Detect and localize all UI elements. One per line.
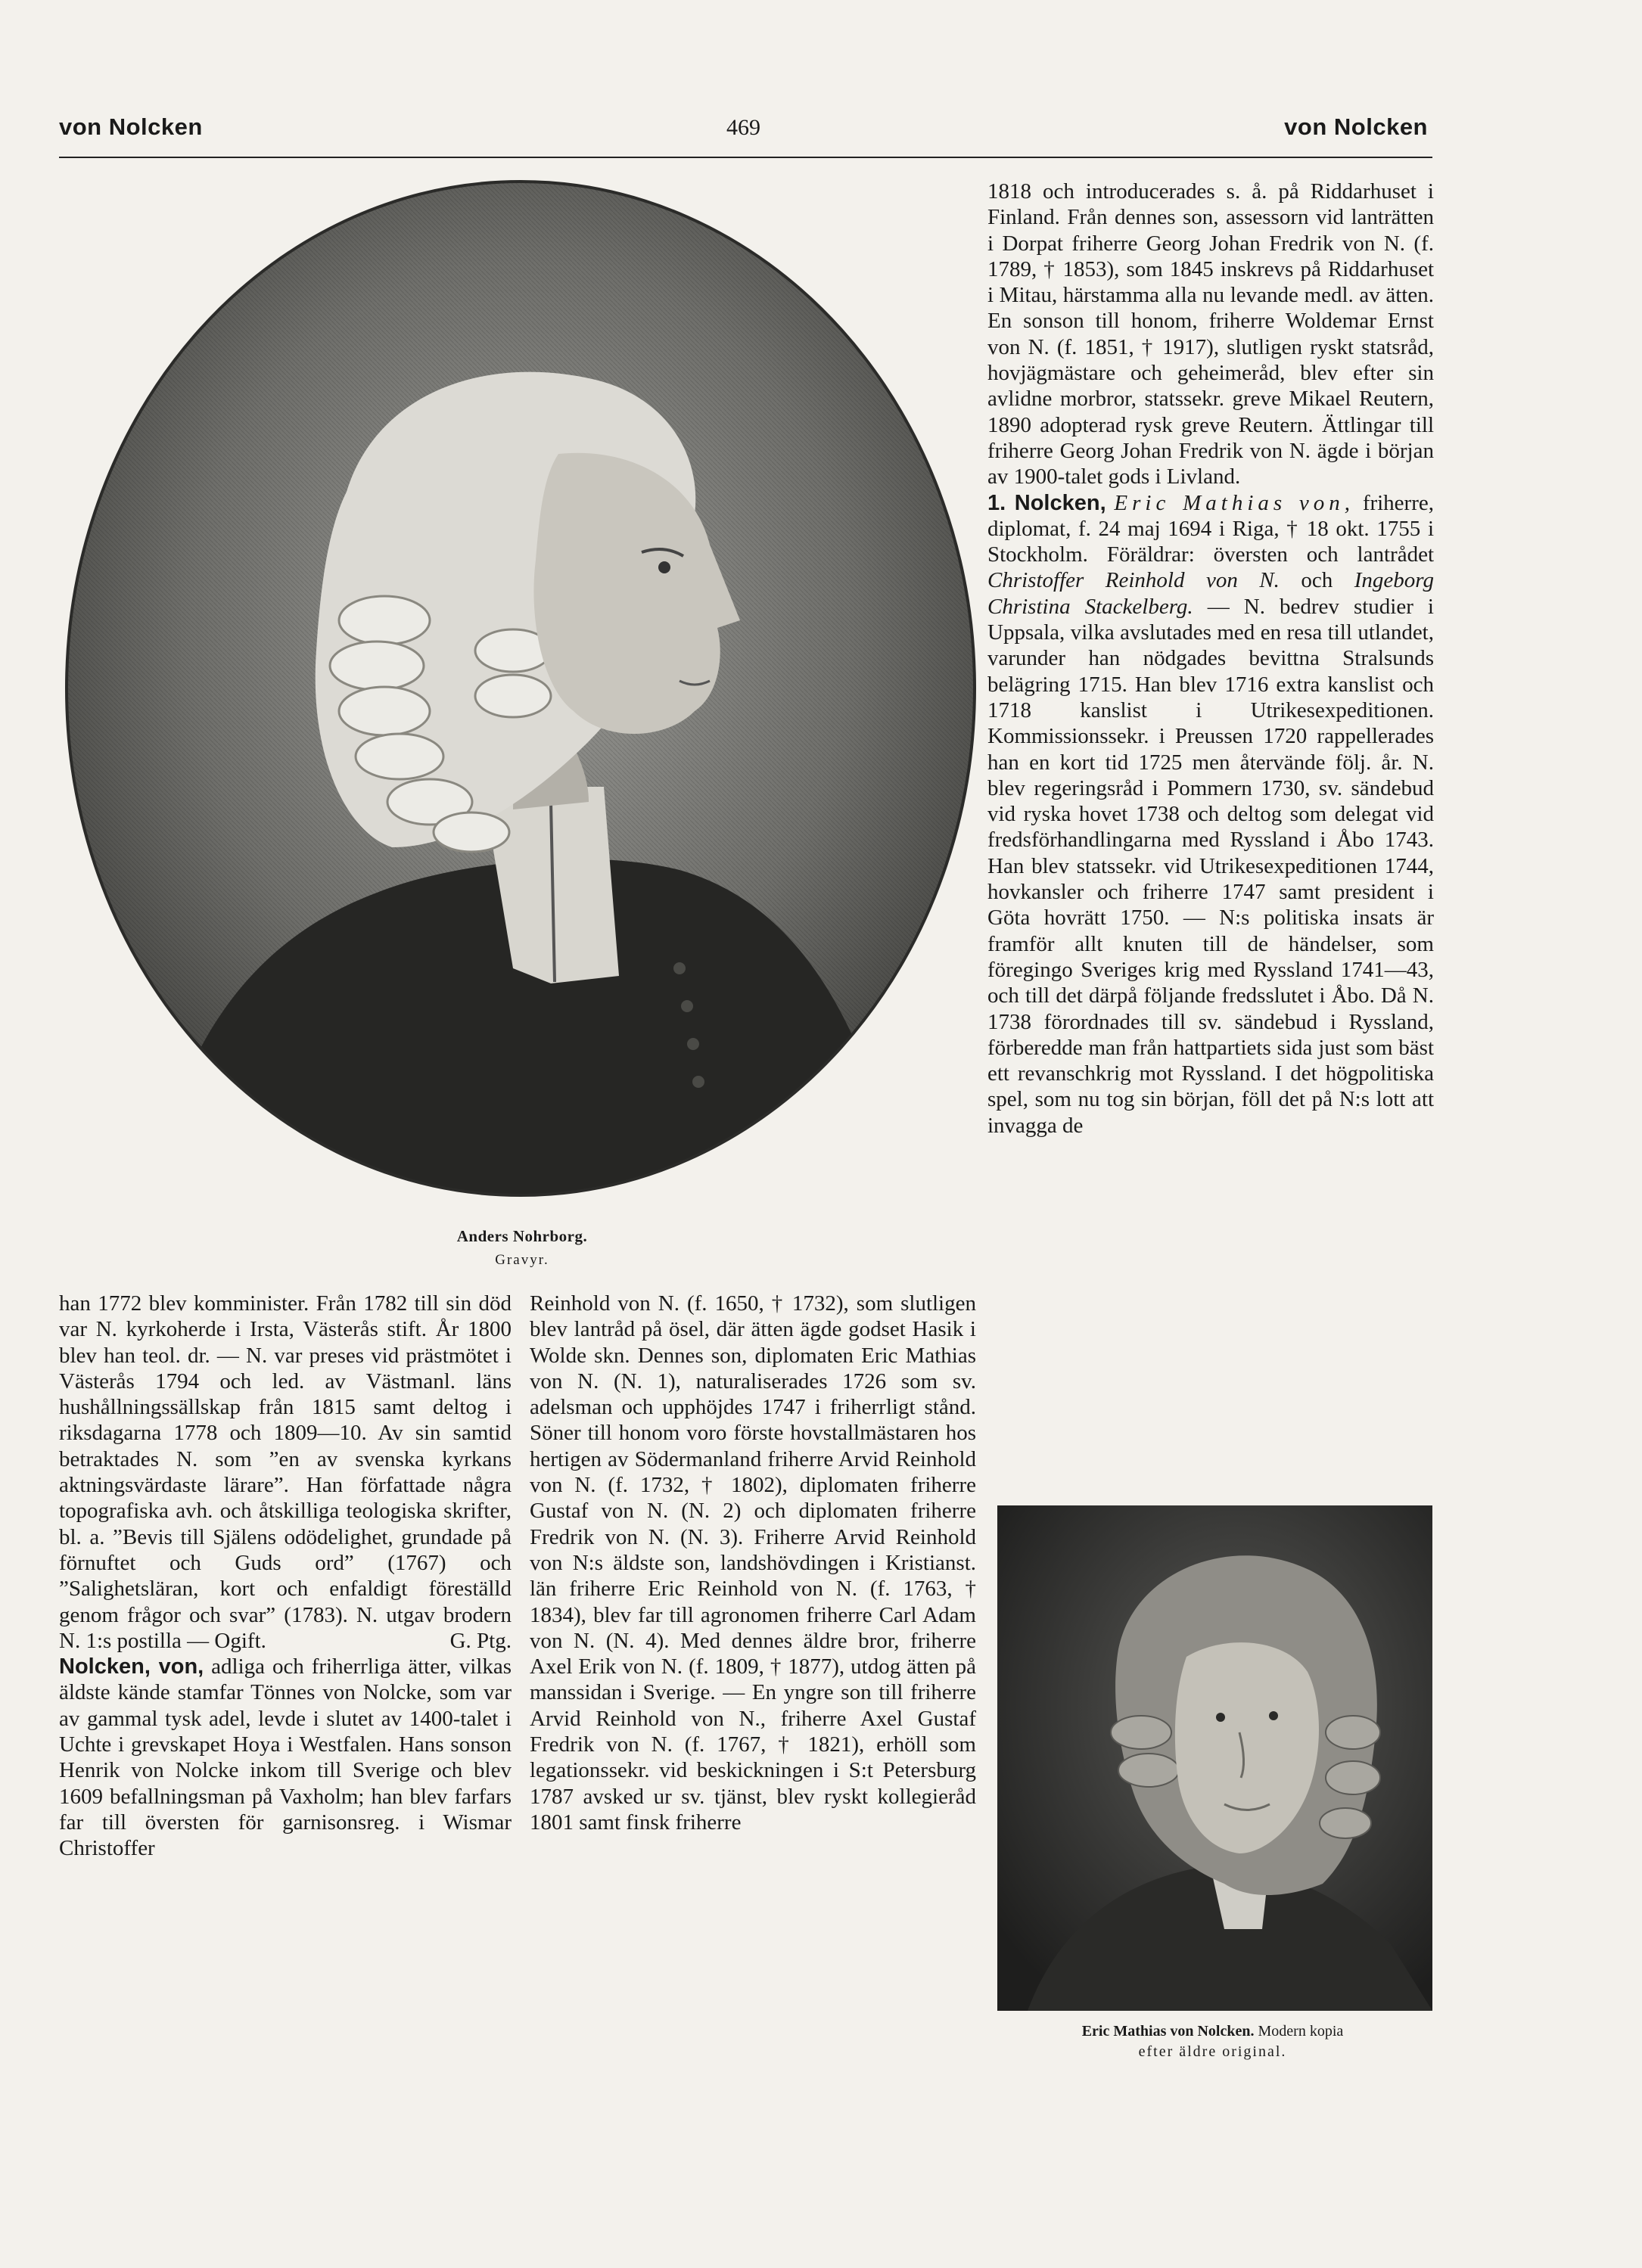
running-head-right: von Nolcken	[1284, 113, 1428, 140]
figure2-caption-name: Eric Mathias von Nolcken.	[1081, 2023, 1255, 2040]
page-number: 469	[726, 115, 760, 140]
header-rule	[59, 157, 1432, 158]
figure2-caption	[987, 2021, 1438, 2062]
entry-heading-nolcken: Nolcken, von,	[59, 1654, 204, 1679]
col1-paragraph-1	[59, 1291, 512, 1654]
col1-paragraph-2	[59, 1654, 512, 1861]
col2-paragraph-1: Reinhold von N. (f. 1650, † 1732), som slutligen blev lantråd på ösel, där ätten ägde godset Hasik i Wolde skn. Dennes son, diplomaten Eric Mathias von N. (N. 1), naturaliserades 1726 som sv. adelsman och upphöjdes 1747 i friherrligt stånd. Söner till honom voro förste hovstallmästaren hos hertigen av Södermanland friherre Arvid Reinhold von N. (f. 1732, † 1802), diplomaten friherre Gustaf von N. (N. 2) och diplomaten friherre Fredrik von N. (N. 3). Friherre Arvid Reinhold von N:s äldste son, landshövdingen i Kristianst. län friherre Eric Reinhold von N. (f. 1763, † 1834), blev far till agronomen friherre Carl Adam von N. (N. 4). Med dennes äldre bror, friherre Axel Erik von N. (f. 1809, † 1877), utdog ätten på manssidan i Sverige. — En yngre son till friherre Arvid Reinhold von N., friherre Axel Gustaf Fredrik von N. (f. 1767, † 1821), erhöll som legationssekr. vid beskickningen i S:t Petersburg 1787 avsked ur sv. tjänst, blev ryskt kollegieråd 1801 samt finsk friherre	[530, 1291, 976, 1835]
col3-paragraph-2	[987, 490, 1434, 1139]
figure2-caption-rest: Modern kopia	[1258, 2023, 1344, 2040]
mother-name: Ingeborg Christina Stackelberg.	[987, 568, 1435, 619]
col3-text-a: friherre, diplomat, f. 24 maj 1694 i Riga, † 18 okt. 1755 i Stockholm. Föräldrar: översten och lantrådet	[987, 490, 1434, 567]
col3-and: och	[1301, 568, 1333, 593]
col3-paragraph-1: 1818 och introducerades s. å. på Riddarhuset i Finland. Från dennes son, assessorn vid lanträtten i Dorpat friherre Georg Johan Fredrik von N. (f. 1789, † 1853), som 1845 inskrevs på Riddarhuset i Mitau, härstamma alla nu levande medl. av ätten. En sonson till honom, friherre Woldemar Ernst von N. (f. 1851, † 1917), slutligen ryskt statsråd, hovjägmästare och geheimeråd, blev efter sin avlidne morbror, statssekr. greve Mikael Reutern, 1890 adopterad rysk greve Reutern. Ättlingar till friherre Georg Johan Fredrik von N. ägde i början av 1900-talet gods i Livland.	[987, 179, 1434, 489]
portrait-anders-nohrborg	[59, 166, 982, 1203]
text-column-3	[987, 179, 1434, 1139]
figure1-caption-sub: Gravyr.	[495, 1252, 549, 1268]
portrait-eric-mathias-von-nolcken	[997, 1505, 1432, 2011]
author-signature: G. Ptg.	[449, 1628, 512, 1653]
col3-text-b: — N. bedrev studier i Uppsala, vilka avslutades med en resa till utlandet, varunder han nödgades bevittna Stralsunds belägring 1715. Han blev 1716 extra kanslist och 1718 kanslist i Utrikesexpeditionen. Kommissionssekr. i Preussen 1720 rappellerades han en kort tid 1725 men återvände följ. år. N. blev regeringsråd i Pommern 1730, sv. sändebud vid ryska hovet 1738 och deltog som delegat vid fredsförhandlingarna med Ryssland i Åbo 1743. Han blev statssekr. vid Utrikesexpeditionen 1744, hovkansler och friherre 1747 samt president i Göta hovrätt 1750. — N:s politiska insats är framför allt knuten till de händelser, som föregingo Sveriges krig med Ryssland 1741—43, och till det därpå följande fredsslutet i Åbo. Då N. 1738 förordnades till sv. sändebud i Ryssland, förberedde man från hattpartiets sida just som bäst ett revanschkrig mot Ryssland. I det högpolitiska spel, som nu tog sin början, föll det på N:s lott att invagga de	[987, 594, 1434, 1138]
text-column-2	[530, 1291, 976, 1835]
entry-heading-number: 1. Nolcken,	[987, 490, 1106, 515]
figure1-caption	[363, 1224, 681, 1272]
figure2-caption-line2: efter äldre original.	[1138, 2043, 1287, 2060]
col1-text-2: adliga och friherrliga ätter, vilkas äldste kände stamfar Tönnes von Nolcke, som var av gammal tysk adel, levde i slutet av 1400-talet i Uchte i grevskapet Hoya i Westfalen. Hans sonson Henrik von Nolcke inkom till Sverige och blev 1609 befallningsman på Vaxholm; han blev farfars far till översten för garnisonsreg. i Wismar Christoffer	[59, 1654, 512, 1861]
running-head-left: von Nolcken	[59, 113, 203, 140]
figure1-caption-name: Anders Nohrborg.	[456, 1227, 588, 1245]
entry-heading-name: Eric Mathias von,	[1114, 490, 1355, 515]
father-name: Christoffer Reinhold von N.	[987, 568, 1280, 593]
col1-text-1: han 1772 blev komminister. Från 1782 till sin död var N. kyrkoherde i Irsta, Västerås stift. År 1800 blev han teol. dr. — N. var preses vid prästmötet i Västerås 1794 och led. av Västmanl. läns hushållningssällskap från 1815 samt deltog i riksdagarna 1778 och 1809—10. Av sin samtid betraktades N. som ”en av svenska kyrkans aktningsvärdaste lärare”. Han författade några topografiska avh. och åtskilliga teologiska skrifter, bl. a. ”Bevis till Själens odödelighet, grundade på förnuftet och Guds ord” (1767) och ”Salighetsläran, kort och enfaldigt föreställd genom frågor och svar” (1783). N. utgav brodern N. 1:s postilla — Ogift.	[59, 1291, 512, 1653]
text-column-1	[59, 1291, 512, 1862]
